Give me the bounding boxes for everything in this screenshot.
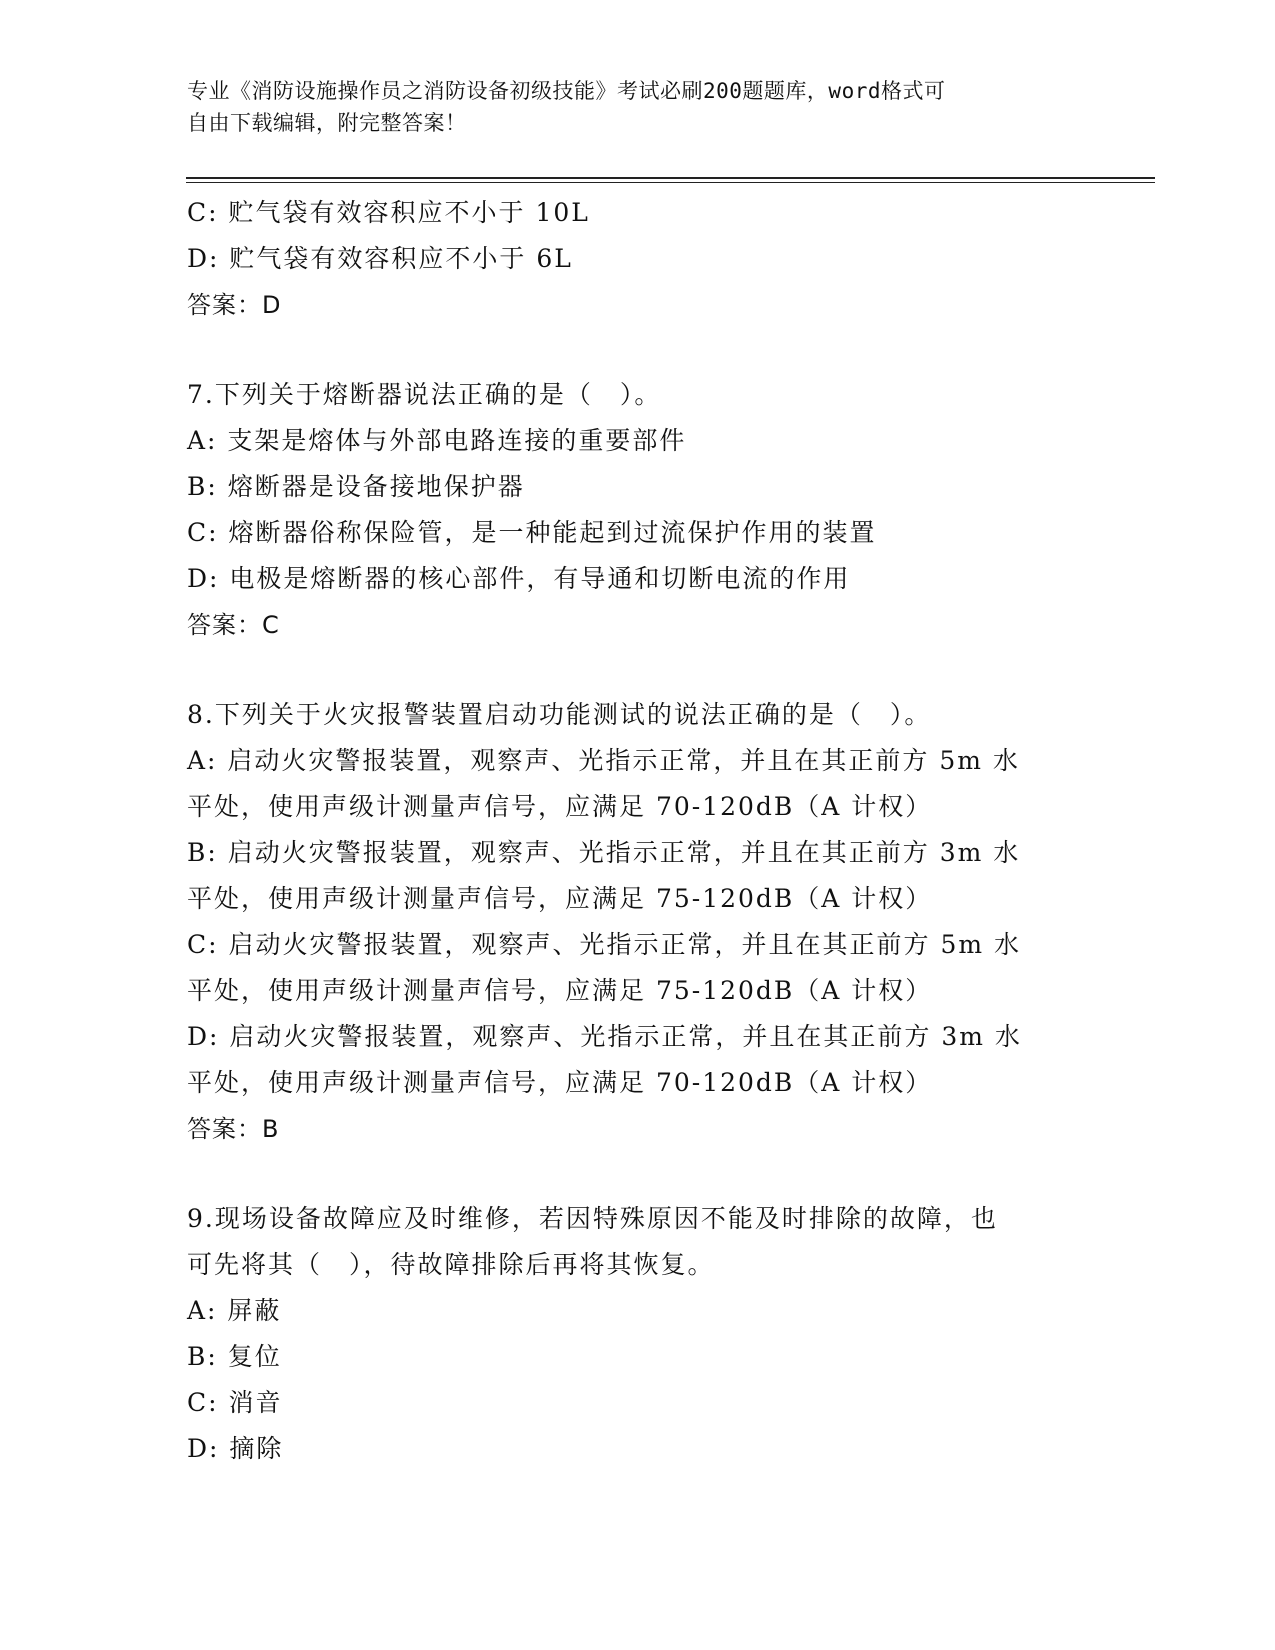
q8-option-a-line-2: 平处，使用声级计测量声信号，应满足 70-120dB（A 计权）: [187, 792, 933, 821]
q9-stem-line-2: 可先将其（ ），待故障排除后再将其恢复。: [187, 1250, 715, 1279]
spacer: [187, 1152, 1067, 1196]
q8-option-c-line-1: C: 启动火灾警报装置，观察声、光指示正常，并且在其正前方 5m 水: [187, 930, 1022, 959]
q8-option-d-line-1: D: 启动火灾警报装置，观察声、光指示正常，并且在其正前方 3m 水: [187, 1022, 1022, 1051]
spacer: [187, 648, 1067, 692]
q6-answer: 答案：D: [187, 291, 282, 319]
question-6-tail: [187, 190, 1067, 328]
q7-option-a: A: 支架是熔体与外部电路连接的重要部件: [187, 426, 687, 455]
header-line-2: 自由下载编辑，附完整答案！: [187, 111, 467, 135]
q6-option-c: C: 贮气袋有效容积应不小于 10L: [187, 198, 590, 227]
q7-option-d: D: 电极是熔断器的核心部件，有导通和切断电流的作用: [187, 564, 851, 593]
q7-option-c: C: 熔断器俗称保险管，是一种能起到过流保护作用的装置: [187, 518, 877, 547]
header-divider-thin: [186, 182, 1155, 183]
q9-stem-line-1: 9.现场设备故障应及时维修，若因特殊原因不能及时排除的故障，也: [187, 1204, 998, 1233]
q8-answer: 答案：B: [187, 1115, 280, 1143]
q9-option-b: B: 复位: [187, 1342, 282, 1371]
header-note: [187, 75, 1067, 139]
spacer: [187, 328, 1067, 372]
q8-option-b-line-2: 平处，使用声级计测量声信号，应满足 75-120dB（A 计权）: [187, 884, 933, 913]
question-8: [187, 692, 1067, 1152]
question-9: [187, 1196, 1067, 1472]
q6-option-d: D: 贮气袋有效容积应不小于 6L: [187, 244, 573, 273]
q8-option-a-line-1: A: 启动火灾警报装置，观察声、光指示正常，并且在其正前方 5m 水: [187, 746, 1020, 775]
q7-option-b: B: 熔断器是设备接地保护器: [187, 472, 525, 501]
q8-stem: 8.下列关于火灾报警装置启动功能测试的说法正确的是（ ）。: [187, 700, 932, 729]
question-content: [187, 190, 1067, 1472]
q7-answer: 答案：C: [187, 611, 280, 639]
q7-stem: 7.下列关于熔断器说法正确的是（ ）。: [187, 380, 662, 409]
q9-option-c: C: 消音: [187, 1388, 283, 1417]
header-line-1: 专业《消防设施操作员之消防设备初级技能》考试必刷200题题库，word格式可: [187, 79, 946, 103]
q8-option-b-line-1: B: 启动火灾警报装置，观察声、光指示正常，并且在其正前方 3m 水: [187, 838, 1021, 867]
header-divider-thick: [186, 177, 1155, 179]
q9-option-d: D: 摘除: [187, 1434, 284, 1463]
q8-option-c-line-2: 平处，使用声级计测量声信号，应满足 75-120dB（A 计权）: [187, 976, 933, 1005]
q9-option-a: A: 屏蔽: [187, 1296, 282, 1325]
q8-option-d-line-2: 平处，使用声级计测量声信号，应满足 70-120dB（A 计权）: [187, 1068, 933, 1097]
question-7: [187, 372, 1067, 648]
